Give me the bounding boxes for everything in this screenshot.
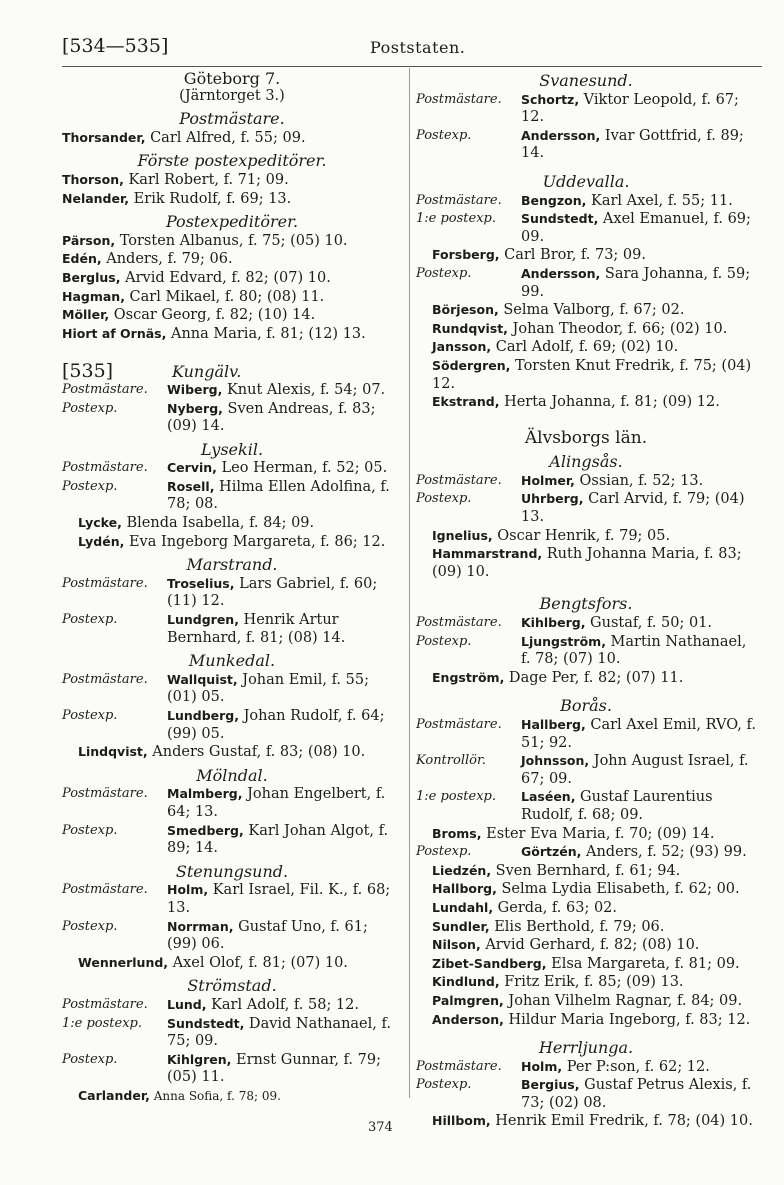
entry-list (62, 954, 402, 973)
entry: Hammarstrand, Ruth Johanna Maria, f. 83; (09) 10. (432, 546, 742, 580)
role-entry (62, 611, 402, 647)
role-label: Postmästare. (416, 717, 502, 732)
left-column (62, 70, 402, 1105)
entry: Thorson, Karl Robert, f. 71; 09. (62, 171, 289, 188)
role-person: Andersson, Ivar Gottfrid, f. 89; 14. (521, 127, 744, 162)
entry: Lindqvist, Anders Gustaf, f. 83; (08) 10. (78, 744, 366, 761)
role-label: Postexp. (62, 918, 118, 934)
entry: Södergren, Torsten Knut Fredrik, f. 75; (04) 12. (432, 357, 752, 392)
role-rows (416, 1058, 756, 1113)
place-heading: Uddevalla. (542, 171, 630, 191)
entry: Palmgren, Johan Vilhelm Ragnar, f. 84; 09. (432, 992, 743, 1009)
entry-list (62, 232, 402, 344)
entry: Hallborg, Selma Lydia Elisabeth, f. 62; 00. (432, 881, 740, 898)
place-heading: Svanesund. (539, 71, 633, 90)
section-heading: Postexpeditörer. (165, 212, 299, 232)
role-person: Ljungström, Martin Nathanael, f. 78; (07) 10. (521, 633, 747, 668)
entry: Edén, Anders, f. 79; 06. (62, 251, 233, 268)
entry: Rundqvist, Johan Theodor, f. 66; (02) 10. (432, 320, 728, 337)
role-person: Görtzén, Anders, f. 52; (93) 99. (521, 844, 747, 861)
entry: Hillbom, Henrik Emil Fredrik, f. 78; (04) 10. (432, 1113, 753, 1130)
entry: Möller, Oscar Georg, f. 82; (10) 14. (62, 307, 316, 324)
role-entry (416, 192, 756, 211)
role-rows (62, 996, 402, 1087)
entry-list (416, 825, 756, 844)
place-heading: Marstrand. (186, 555, 278, 575)
role-person: Schortz, Viktor Leopold, f. 67; 12. (521, 91, 739, 126)
role-entry (62, 381, 402, 400)
city-subheading: (Järntorget 3.) (179, 87, 285, 104)
entry: Thorsander, Carl Alfred, f. 55; 09. (62, 129, 306, 146)
entry-list (62, 171, 402, 208)
role-person: Bengzon, Karl Axel, f. 55; 11. (521, 192, 733, 209)
role-entry (62, 822, 402, 858)
place-heading: Bengtsfors. (539, 594, 633, 614)
role-label: Postmästare. (416, 91, 502, 107)
role-person: Rosell, Hilma Ellen Adolfina, f. 78; 08. (167, 478, 390, 513)
role-label: Postexp. (416, 265, 472, 281)
page-number: 374 (368, 1120, 393, 1135)
role-person: Sundstedt, Axel Emanuel, f. 69; 09. (521, 211, 751, 245)
role-person: Smedberg, Karl Johan Algot, f. 89; 14. (167, 822, 389, 857)
role-label: Postexp. (416, 1077, 472, 1093)
role-person: Cervin, Leo Herman, f. 52; 05. (167, 460, 388, 477)
role-label: Postmästare. (62, 671, 148, 687)
entry: Ekstrand, Herta Johanna, f. 81; (09) 12. (432, 394, 720, 411)
place-heading: Kungälv. (172, 362, 242, 382)
role-entry (62, 1051, 402, 1087)
role-entry (416, 633, 756, 669)
role-person: Wiberg, Knut Alexis, f. 54; 07. (167, 381, 386, 398)
entry: Sundler, Elis Berthold, f. 79; 06. (432, 918, 665, 935)
role-person: Uhrberg, Carl Arvid, f. 79; (04) 13. (521, 491, 745, 526)
running-title: Poststaten. (370, 38, 466, 57)
entry: Forsberg, Carl Bror, f. 73; 09. (432, 247, 646, 264)
role-person: Hallberg, Carl Axel Emil, RVO, f. 51; 92. (521, 717, 756, 751)
city-heading: Göteborg 7. (183, 69, 281, 88)
role-person: Bergius, Gustaf Petrus Alexis, f. 73; (02) 08. (521, 1077, 752, 1111)
role-person: Malmberg, Johan Engelbert, f. 64; 13. (167, 786, 386, 820)
entry: Berglus, Arvid Edvard, f. 82; (07) 10. (62, 269, 331, 286)
right-column (416, 70, 756, 1131)
role-label: Postexp. (62, 822, 118, 838)
role-label: Postexp. (416, 844, 472, 860)
role-entry (416, 1076, 756, 1112)
role-person: Holmer, Ossian, f. 52; 13. (521, 472, 704, 489)
header-rule (62, 66, 762, 67)
role-label: Postexp. (62, 478, 118, 494)
role-label: Postexp. (62, 708, 118, 723)
role-label: Postmästare. (62, 786, 148, 802)
role-entry (416, 1058, 756, 1077)
role-rows (62, 785, 402, 857)
entry: Nelander, Erik Rudolf, f. 69; 13. (62, 190, 292, 207)
entry-list (416, 862, 756, 1029)
role-label: Postmästare. (416, 192, 502, 208)
role-label: Postexp. (416, 127, 472, 143)
entry: Pärson, Torsten Albanus, f. 75; (05) 10. (62, 232, 348, 249)
role-entry (416, 91, 756, 127)
role-rows (416, 614, 756, 669)
role-label: Postexp. (62, 612, 118, 628)
entry-list (416, 246, 756, 265)
role-label: Postmästare. (62, 996, 148, 1012)
role-entry (416, 127, 756, 163)
role-person: Holm, Per P:son, f. 62; 12. (521, 1058, 710, 1075)
entry: Jansson, Carl Adolf, f. 69; (02) 10. (432, 339, 679, 356)
role-label: 1:e postexp. (416, 789, 496, 805)
place-heading: Mölndal. (196, 765, 268, 785)
role-entry (62, 918, 402, 954)
role-entry (62, 671, 402, 707)
role-person: Lundberg, Johan Rudolf, f. 64; (99) 05. (167, 708, 385, 742)
role-person: Kihlgren, Ernst Gunnar, f. 79; (05) 11. (167, 1051, 381, 1086)
entry: Hagman, Carl Mikael, f. 80; (08) 11. (62, 288, 325, 305)
role-label: Postexp. (62, 1051, 118, 1067)
role-label: Postmästare. (62, 575, 148, 591)
role-entry (416, 210, 756, 246)
role-rows (416, 265, 756, 301)
entry: Wennerlund, Axel Olof, f. 81; (07) 10. (78, 954, 348, 971)
entry: Nilson, Arvid Gerhard, f. 82; (08) 10. (432, 937, 700, 954)
role-person: Wallquist, Johan Emil, f. 55; (01) 05. (167, 671, 369, 706)
role-person: Nyberg, Sven Andreas, f. 83; (09) 14. (167, 400, 376, 435)
role-entry (416, 614, 756, 633)
role-entry (416, 716, 756, 752)
role-rows (416, 91, 756, 163)
role-entry (62, 575, 402, 611)
place-heading: Strömstad. (187, 976, 277, 996)
entry: Kindlund, Fritz Erik, f. 85; (09) 13. (432, 974, 684, 991)
entry-list (62, 743, 402, 762)
section-heading: Förste postexpeditörer. (137, 151, 327, 171)
role-entry (62, 400, 402, 436)
role-entry (62, 996, 402, 1015)
role-rows (62, 881, 402, 953)
role-entry (62, 1015, 402, 1051)
role-label: Postexp. (416, 633, 472, 649)
role-label: Postmästare. (416, 1058, 502, 1074)
role-label: Postmästare. (62, 460, 148, 476)
role-person: Laséen, Gustaf Laurentius Rudolf, f. 68; 09. (521, 789, 713, 823)
role-label: Postmästare. (62, 882, 148, 898)
entry-list (62, 514, 402, 551)
role-entry (416, 843, 756, 862)
page-marker: [535] (62, 360, 114, 383)
role-label: Postexp. (416, 491, 472, 507)
role-rows (416, 716, 756, 825)
role-label: 1:e postexp. (62, 1015, 142, 1031)
role-entry (416, 490, 756, 526)
county-heading: Älvsborgs län. (524, 427, 648, 448)
entry: Zibet-Sandberg, Elsa Margareta, f. 81; 09. (432, 955, 740, 972)
page-range: [534—535] (62, 35, 169, 57)
role-rows (62, 575, 402, 647)
role-entry (416, 752, 756, 788)
column-divider (409, 68, 410, 1098)
role-person: Johnsson, John August Israel, f. 67; 09. (521, 753, 749, 787)
role-entry (62, 785, 402, 821)
role-entry (416, 265, 756, 301)
role-person: Kihlberg, Gustaf, f. 50; 01. (521, 615, 713, 632)
entry: Engström, Dage Per, f. 82; (07) 11. (432, 669, 684, 686)
role-person: Andersson, Sara Johanna, f. 59; 99. (521, 265, 751, 300)
role-person: Holm, Karl Israel, Fil. K., f. 68; 13. (167, 882, 391, 916)
place-heading: Stenungsund. (175, 861, 289, 881)
role-person: Lund, Karl Adolf, f. 58; 12. (167, 996, 359, 1013)
role-entry (62, 478, 402, 514)
entry: Börjeson, Selma Valborg, f. 67; 02. (432, 302, 685, 319)
role-person: Norrman, Gustaf Uno, f. 61; (99) 06. (167, 918, 368, 953)
role-label: Postmästare. (416, 472, 502, 488)
role-entry (416, 472, 756, 491)
role-label: Postmästare. (416, 615, 502, 631)
role-person: Sundstedt, David Nathanael, f. 75; 09. (167, 1015, 391, 1050)
entry-list (62, 1087, 402, 1106)
entry: Lycke, Blenda Isabella, f. 84; 09. (78, 515, 315, 532)
role-rows (416, 192, 756, 247)
section-heading: Postmästare. (179, 109, 285, 129)
role-person: Lundgren, Henrik Artur Bernhard, f. 81; (08) 14. (167, 612, 346, 646)
role-label: Kontrollör. (416, 753, 486, 769)
entry-list (416, 1112, 756, 1131)
place-heading: Borås. (560, 696, 612, 716)
role-label: 1:e postexp. (416, 211, 496, 227)
entry-list (416, 301, 756, 412)
entry: Carlander, Anna Sofia, f. 78; 09. (78, 1087, 281, 1103)
entry-list (416, 669, 756, 688)
role-entry (416, 788, 756, 824)
entry: Lydén, Eva Ingeborg Margareta, f. 86; 12. (78, 533, 386, 550)
entry-list (416, 527, 756, 582)
role-rows (62, 671, 402, 743)
role-person: Troselius, Lars Gabriel, f. 60; (11) 12. (167, 575, 378, 610)
entry: Ignelius, Oscar Henrik, f. 79; 05. (432, 527, 671, 544)
role-rows (62, 381, 402, 436)
place-heading: Munkedal. (188, 651, 276, 671)
place-heading: Herrljunga. (538, 1038, 634, 1058)
role-entry (62, 881, 402, 917)
entry: Anderson, Hildur Maria Ingeborg, f. 83; 12. (432, 1011, 751, 1028)
place-heading: Alingsås. (549, 452, 623, 472)
entry: Broms, Ester Eva Maria, f. 70; (09) 14. (432, 825, 715, 842)
role-entry (62, 459, 402, 478)
entry: Lundahl, Gerda, f. 63; 02. (432, 899, 618, 916)
place-heading: Lysekil. (200, 439, 264, 459)
role-entry (62, 707, 402, 743)
role-label: Postexp. (62, 400, 118, 416)
role-label: Postmästare. (62, 381, 148, 397)
role-rows (416, 843, 756, 862)
role-rows (416, 472, 756, 527)
entry: Liedzén, Sven Bernhard, f. 61; 94. (432, 862, 681, 879)
role-rows (62, 459, 402, 514)
entry: Hiort af Ornäs, Anna Maria, f. 81; (12) 13. (62, 325, 366, 342)
